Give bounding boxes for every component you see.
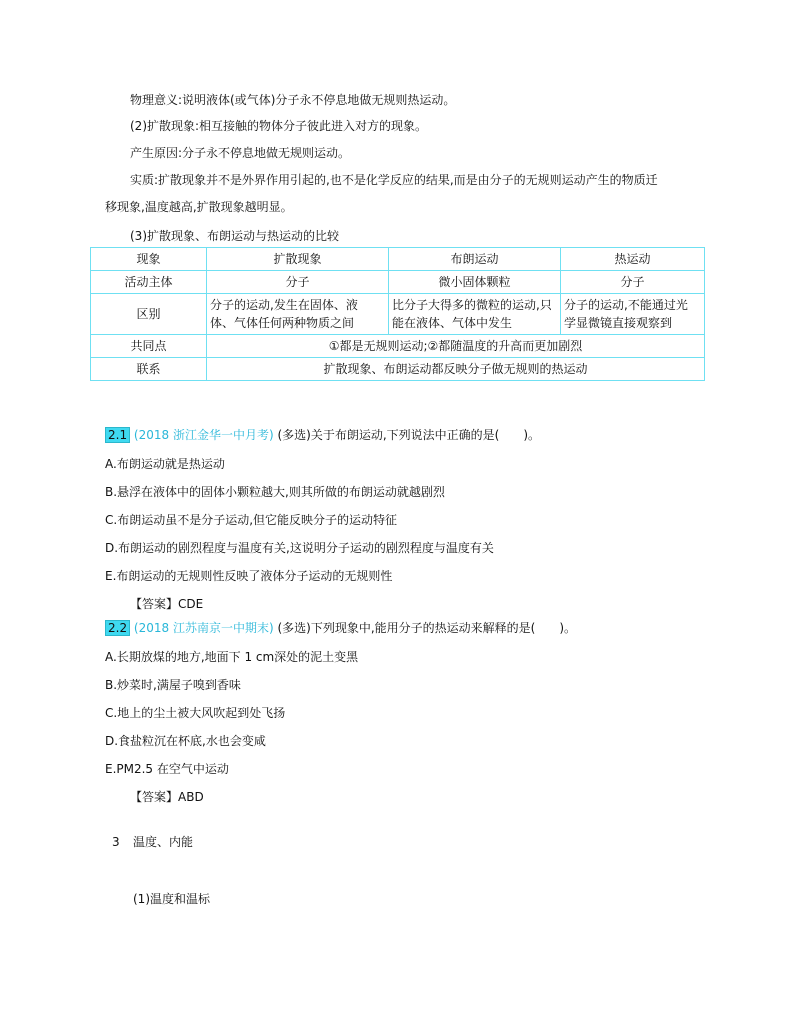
table-cell: 区别: [91, 294, 207, 335]
cell-line: 分子的运动,发生在固体、液: [210, 298, 358, 312]
section-number: 3: [112, 835, 120, 849]
answer: 【答案】CDE: [130, 597, 204, 611]
table-header-cell: 现象: [91, 248, 207, 271]
question-source: (2018 江苏南京一中期末): [133, 621, 274, 635]
option-c: C.布朗运动虽不是分子运动,但它能反映分子的运动特征: [105, 513, 398, 527]
table-row: [91, 335, 705, 358]
table-cell: 扩散现象、布朗运动都反映分子做无规则的热运动: [207, 358, 705, 381]
table-row: [91, 358, 705, 381]
option-a: A.布朗运动就是热运动: [105, 457, 225, 471]
table-cell: 分子: [207, 271, 389, 294]
cell-line: 学显微镜直接观察到: [564, 316, 673, 330]
option-d: D.布朗运动的剧烈程度与温度有关,这说明分子运动的剧烈程度与温度有关: [105, 541, 494, 555]
option-e: E.布朗运动的无规则性反映了液体分子运动的无规则性: [105, 569, 393, 583]
question-source: (2018 浙江金华一中月考): [133, 428, 274, 442]
answer: 【答案】ABD: [130, 790, 204, 804]
subsection-title: (1)温度和温标: [133, 892, 210, 906]
table-cell: 活动主体: [91, 271, 207, 294]
table-cell: 共同点: [91, 335, 207, 358]
section-title: 温度、内能: [133, 835, 194, 849]
table-cell: 分子: [561, 271, 705, 294]
table-row: [91, 271, 705, 294]
option-a: A.长期放煤的地方,地面下 1 cm深处的泥土变黑: [105, 650, 359, 664]
cell-line: 能在液体、气体中发生: [392, 316, 513, 330]
table-cell: [207, 294, 389, 335]
cell-line: 比分子大得多的微粒的运动,只: [392, 298, 552, 312]
table-header-cell: 热运动: [561, 248, 705, 271]
question-number-badge: 2.2: [105, 620, 130, 636]
option-b: B.悬浮在液体中的固体小颗粒越大,则其所做的布朗运动就越剧烈: [105, 485, 445, 499]
diffusion-essence-line2: 移现象,温度越高,扩散现象越明显。: [105, 200, 293, 214]
question-text: (多选)下列现象中,能用分子的热运动来解释的是( )。: [277, 621, 577, 635]
table-header-cell: 布朗运动: [389, 248, 561, 271]
option-c: C.地上的尘土被大风吹起到处飞扬: [105, 706, 286, 720]
table-cell: ①都是无规则运动;②都随温度的升高而更加剧烈: [207, 335, 705, 358]
table-row: [91, 294, 705, 335]
question-number-badge: 2.1: [105, 427, 130, 443]
diffusion-cause: 产生原因:分子永不停息地做无规则运动。: [130, 146, 351, 160]
comparison-title: (3)扩散现象、布朗运动与热运动的比较: [130, 229, 339, 243]
table-cell: [561, 294, 705, 335]
question-text: (多选)关于布朗运动,下列说法中正确的是( )。: [277, 428, 541, 442]
table-header-cell: 扩散现象: [207, 248, 389, 271]
cell-line: 体、气体任何两种物质之间: [210, 316, 355, 330]
option-e: E.PM2.5 在空气中运动: [105, 762, 229, 776]
comparison-table: [90, 247, 705, 381]
table-cell: 联系: [91, 358, 207, 381]
physical-meaning: 物理意义:说明液体(或气体)分子永不停息地做无规则热运动。: [130, 93, 456, 107]
diffusion-definition: (2)扩散现象:相互接触的物体分子彼此进入对方的现象。: [130, 119, 428, 133]
cell-line: 分子的运动,不能通过光: [564, 298, 688, 312]
option-d: D.食盐粒沉在杯底,水也会变咸: [105, 734, 266, 748]
diffusion-essence-line1: 实质:扩散现象并不是外界作用引起的,也不是化学反应的结果,而是由分子的无规则运动产生的物质迁: [130, 173, 658, 187]
question-2-1-stem: [105, 427, 540, 443]
question-2-2-stem: [105, 620, 576, 636]
table-row: [91, 248, 705, 271]
option-b: B.炒菜时,满屋子嗅到香味: [105, 678, 241, 692]
table-cell: 微小固体颗粒: [389, 271, 561, 294]
table-cell: [389, 294, 561, 335]
